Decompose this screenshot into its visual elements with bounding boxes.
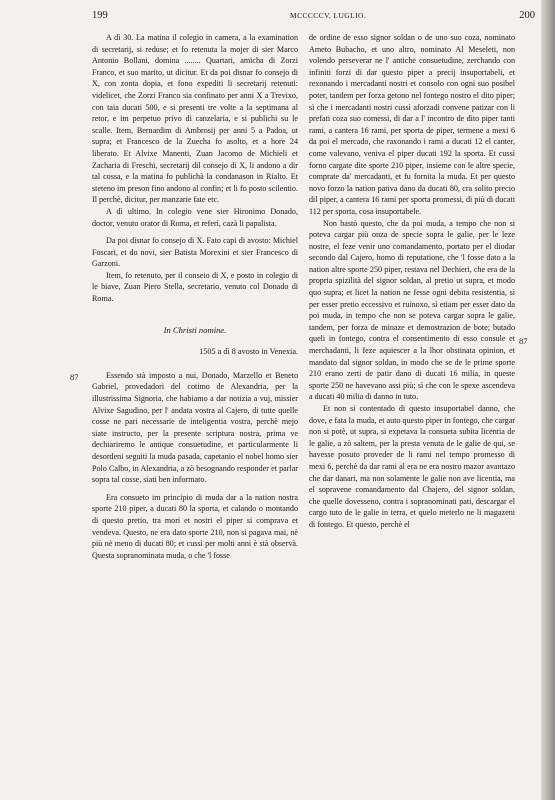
paragraph: de ordine de esso signor soldan o de uno suo coza, nominato Ameto Bubacho, et uno altro, nominato Al Meseleti, non volendo perseverar ne l' antiche consuetudine, zerchando con infiniti forzi di dar questo piper a precij insuportabeli, et rexonando i mercadanti nostri et consolo con ogni suo posibel poter, tandem per forza getono nel fontego nostro el dito piper; sì che i mercadanti nostri cussì aforzadi convene patizar con li prefati coza suo comessi, di dar a l' incontro de dito piper tanti rami, a cantera 16 rami, per sporta de piper, termene a mexi 6 da poi el mercado, che raxonando i rami a ducati 12 el canter, come valevano, veniva el piper ducati 192 la sporta. Et cussì forno cargate dite sporte 210 piper, insieme con le altre specie, comprate da' mercadanti, et fu fornita la muda. Et per questo novo forzo la nation pativa dano da ducati 80, cra solito precio dil piper, a cantera 16 rami per sporta promessi, di più di ducati 112 per sporta, cosa insuportabele.: [309, 33, 515, 216]
left-column: [92, 32, 298, 561]
paragraph: Item, fo retenuto, per il conseio di X, e posto in colegio di le biave, Zuan Piero Stella, secretario, venuto col Donado di Roma.: [92, 270, 298, 304]
margin-number-right: 87: [519, 336, 528, 346]
right-column: [309, 32, 515, 531]
paragraph: Non bastò questo, che da poi muda, a tempo che non si poteva cargar più onza de specie sopra le galie, per le leze nostre, el feze venir uno comandamento, portato per el diodar secondo dal Cajero, homo di reputatione, che 'l fosse dato a la nation altre sporte 250 piper, restava nel Dechieri, che era de la propria spizilità del signor soldan, al pretio ut supra, et modo quo supra; et licet la nation ne fesse ogni debita resistentia, sì per esser pretio eccessivo et ruinoxo, sì etiam per esser dato da poi muda, in tempo che non se poteva cargar sopra le galie, tandem, per forza de minaze et demostrazion de bote; butado queli in fontego, contra el consentimento di esso consule et merchadanti, li feze aquiescer a la lhor obstinata opinion, et mandato dal signor soldan, in modo che se de le prime sporte 210 erano zerti de patir dano di ducati 16 milia, in queste sporte 250 ne havevano assi più; sì che con le spexe ascendeva a ducati 40 milia di danno in tuto.: [309, 218, 515, 402]
paragraph: Essendo stà imposto a nui, Donado, Marzello et Beneto Gabriel, provedadori del cotimo de Alexandria, per la illustrissima Signoria, che habiamo a dar notizia a vuj, missier Alvixe Sagudino, per l' andata vostra al Cajero, di tutte quelle cosse ne pari necessarie de inteligentia vostra, perchè mejo siate instructo, per la presente scriptura nostra, prima ve dechiariremo le antique consuetudine, et particularmente li desordeni seguiti la muda pasada, capetanio el nobel homo sier Polo Calbo, in Alexandria, a zò besognando responder et parlar sopra tal cosse, siati ben informato.: [92, 370, 298, 485]
dateline: 1505 a dì 8 avosto in Venexia.: [199, 347, 298, 357]
paragraph: A dì ultimo. In colegio vene sier Hironimo Donado, doctor, venuto orator di Roma, et referì, cazà li papalista.: [92, 206, 298, 228]
page-number-left: 199: [92, 10, 108, 21]
paragraph: Et non si contentado di questo insuportabel danno, che dove, e fata la muda, et auto questo piper in fontego, che cargar non si potè, ut supra, si expetava la consueta subita licentia de le galie, a zò saltem, per la presta venuta de le galie de qui, se havesse posuto proveder de li rami nel tempo promesso di mexi 6, perchè da dar rami al era ne era nostro mazor avantazo che dar danari, ma non solamente le galie non ave licentia, ma el sopravene comandamento dal Chajero, del signor soldan, che quelle dovesseno, contra i sopranominati pati, descargar el cargo tuto de le galie in terra, et quelo meterlo ne li magazeni di fontego. Et questo, perchè el: [309, 404, 515, 529]
paragraph: A dì 30. La matina il colegio in camera, a la examination di secretarij, si reduse; et fo retenuta la mojer di sier Marco Antonio Bollani, domina ........ Quartari, amicha di Zorzi Franco, et suo marito, ut dicitur. Et da poi disnar fo consejo di X, con zonta dopia, et fono expediti li secretarij retenuti: videlicet, che Zorzi Franco sia confinato per anni X a Trevixo, con taia ducati 500, e si presenti tre volte a la septimana al retor, e im perpetuo privo di canzelaria, e si publichi su le scalle. Item, Bernardim di Ambrosij per anni 5 a Padoa, ut supra; et Francesco de la Zuecha fo asolto, et a hore 24 liberato. Et Alvixe Manenti, Zuan Jacomo de Michieli et Zacharia di Freschi, secretarij dil consejo di X, li andono a dir tal cossa, e la matina fo publichà la condanason in Rialto. Et steteno im preson fino andono al confin; et li fo posto scilentio. Il perchè, dicitur, per manzarie fate etc.: [92, 33, 298, 205]
paragraph: Da poi disnar fo consejo di X. Fato capi di avosto: Michiel Foscari, et do novi, sier Batista Morexini et sier Francesco di Garzoni.: [92, 236, 298, 269]
section-heading: In Christi nomine.: [163, 324, 227, 335]
running-header: [92, 10, 535, 26]
book-spine-shadow: [541, 0, 555, 800]
paragraph: Era consueto im principio di muda dar a la nation nostra sporte 210 piper, a ducati 80 la sporta, et calando o montando di questo pretio, tra mori et nostri el piper si comprava et vendeva. Questo, ne era dato sporte 210, non si pagava mai, nè più nè meno di ducati 80; et cussì per molti anni è stà observà. Questa sopranominata muda, o che 'l fosse: [92, 492, 298, 560]
margin-number-left: 87: [70, 372, 79, 382]
page-number-right: 200: [519, 10, 535, 21]
running-title: MCCCCCV, LUGLIO.: [290, 11, 367, 20]
